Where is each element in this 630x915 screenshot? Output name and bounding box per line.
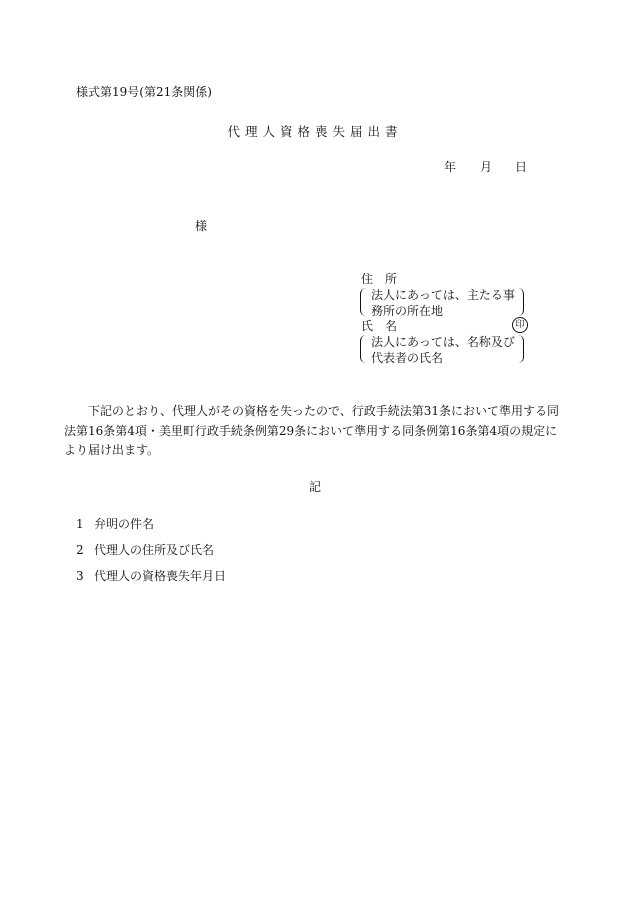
left-paren [360, 288, 367, 316]
right-paren [517, 288, 524, 316]
address-note-line: 務所の所在地 [371, 304, 444, 318]
date-day-label: 日 [515, 160, 528, 174]
item-text: 代理人の住所及び氏名 [94, 543, 215, 557]
item-text: 弁明の件名 [94, 517, 155, 531]
seal-mark: 印 [512, 317, 528, 333]
list-item [76, 544, 214, 556]
address-label: 住 所 [361, 272, 398, 286]
date-year-label: 年 [444, 160, 457, 174]
name-label: 氏 名 [361, 319, 398, 333]
item-text: 代理人の資格喪失年月日 [94, 569, 227, 583]
item-number: 2 [76, 543, 84, 557]
date-month-label: 月 [480, 160, 493, 174]
body-line: 下記のとおり、代理人がその資格を失ったので、行政手続法第31条において準用する同 [88, 404, 560, 418]
item-number: 1 [76, 517, 84, 531]
left-paren [360, 335, 367, 363]
item-number: 3 [76, 569, 84, 583]
name-note [358, 335, 526, 365]
addressee-suffix: 様 [195, 219, 208, 233]
right-paren [517, 335, 524, 363]
name-note-line: 代表者の氏名 [371, 351, 444, 365]
address-note-line: 法人にあっては、主たる事 [371, 288, 515, 302]
ki-heading: 記 [308, 480, 321, 494]
body-line: より届け出ます。 [64, 443, 160, 457]
form-number: 様式第19号(第21条関係) [76, 85, 212, 99]
list-item [76, 518, 154, 530]
body-line: 法第16条第4項・美里町行政手続条例第29条において準用する同条例第16条第4項の規定に [64, 423, 558, 438]
document-title: 代理人資格喪失届出書 [227, 124, 403, 139]
name-note-line: 法人にあっては、名称及び [371, 335, 515, 349]
body-paragraph [64, 402, 560, 461]
list-item [76, 570, 226, 582]
address-note [358, 288, 526, 318]
